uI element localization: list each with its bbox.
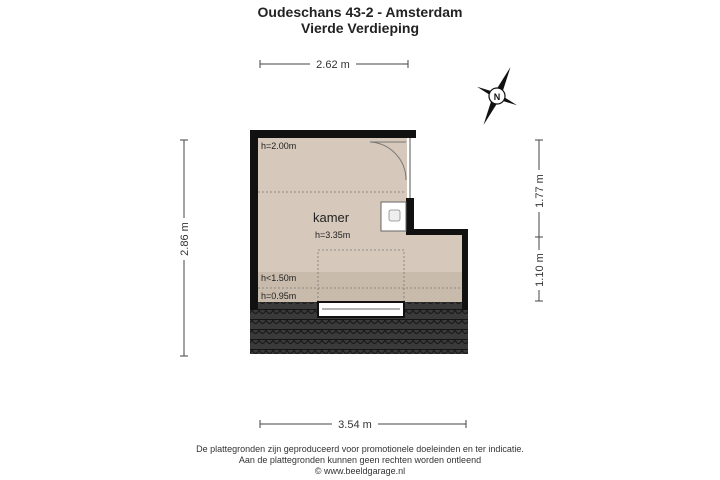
room-height: h=3.35m <box>315 230 351 240</box>
compass-north-label: N <box>493 92 501 102</box>
zone-height-mid: h<1.50m <box>261 273 297 283</box>
disclaimer-line-1: De plattegronden zijn geproduceerd voor promotionele doeleinden en ter indicatie. <box>196 444 524 454</box>
copyright-link[interactable]: © www.beeldgarage.nl <box>314 466 406 476</box>
plan-address: Oudeschans 43-2 - Amsterdam <box>257 4 463 20</box>
dim-bottom-width: 3.54 m <box>338 419 372 431</box>
dim-left-height: 2.86 m <box>179 222 191 256</box>
dim-right-upper: 1.77 m <box>534 174 546 208</box>
room-name: kamer <box>313 210 350 225</box>
disclaimer-line-2: Aan de plattegronden kunnen geen rechten worden ontleend <box>238 455 482 465</box>
dim-right-lower: 1.10 m <box>534 253 546 287</box>
door-opening <box>407 138 415 198</box>
dim-top-width: 2.62 m <box>316 59 350 71</box>
zone-height-low: h=0.95m <box>261 291 297 301</box>
plan-floor: Vierde Verdieping <box>300 20 419 36</box>
zone-height-top: h=2.00m <box>261 141 297 151</box>
